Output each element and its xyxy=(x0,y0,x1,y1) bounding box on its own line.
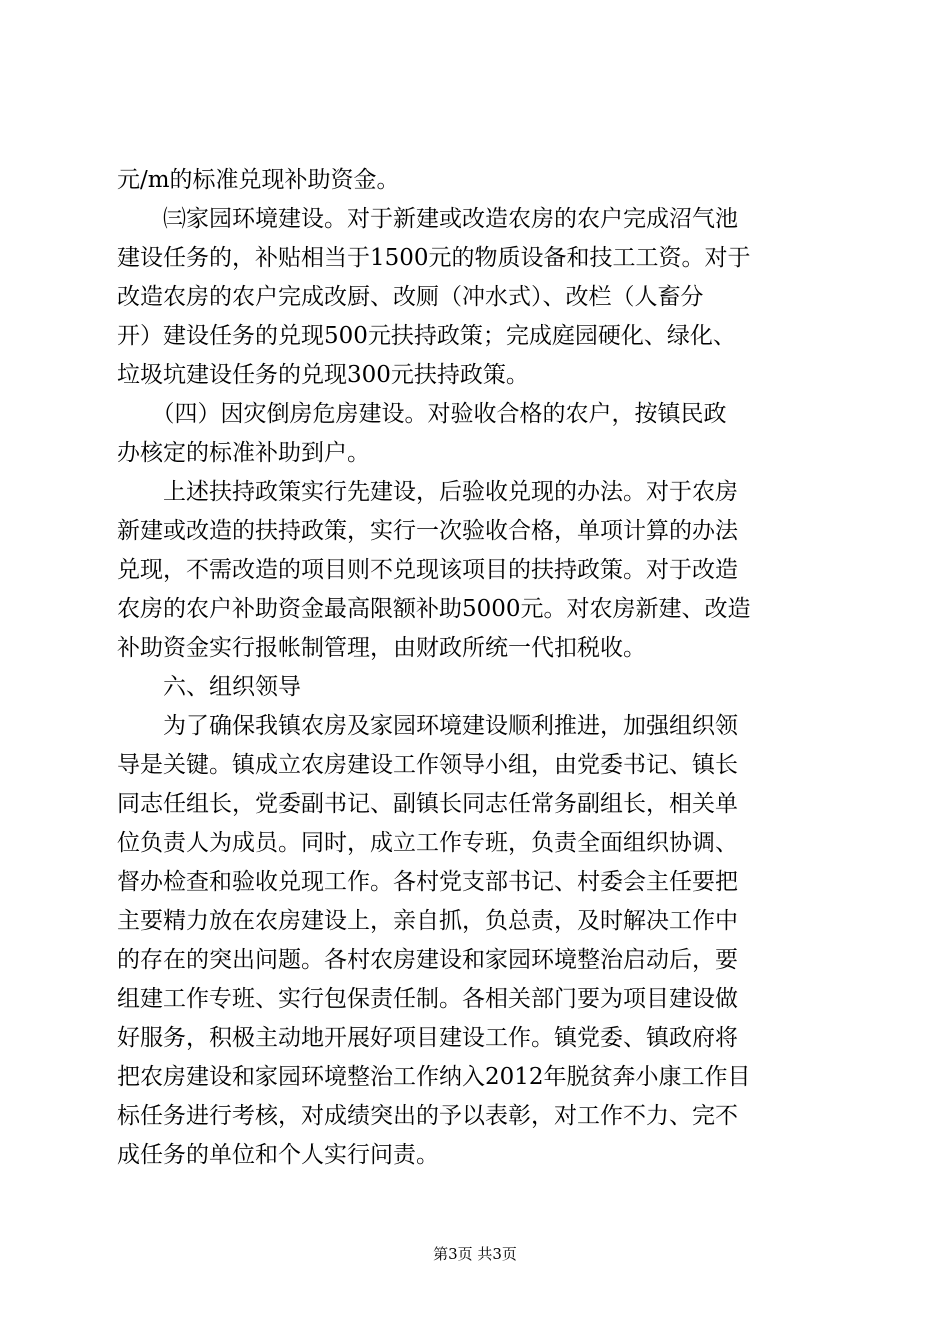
text-line: 开）建设任务的兑现500元扶持政策；完成庭园硬化、绿化、 xyxy=(117,323,736,349)
text-line: 补助资金实行报帐制管理，由财政所统一代扣税收。 xyxy=(117,635,646,661)
text-line: 垃圾坑建设任务的兑现300元扶持政策。 xyxy=(117,362,529,388)
text-line: 为了确保我镇农房及家园环境建设顺利推进，加强组织领 xyxy=(117,713,738,739)
text-line: 改造农房的农户完成改厨、改厕（冲水式）、改栏（人畜分 xyxy=(117,284,704,310)
text-line: 办核定的标准补助到户。 xyxy=(117,440,370,466)
text-line: 把农房建设和家园环境整治工作纳入2012年脱贫奔小康工作目 xyxy=(117,1064,751,1090)
text-line: 同志任组长，党委副书记、副镇长同志任常务副组长，相关单 xyxy=(117,791,738,817)
text-line: 导是关键。镇成立农房建设工作领导小组，由党委书记、镇长 xyxy=(117,752,738,778)
text-line: 督办检查和验收兑现工作。各村党支部书记、村委会主任要把 xyxy=(117,869,738,895)
text-line: 组建工作专班、实行包保责任制。各相关部门要为项目建设做 xyxy=(117,986,738,1012)
text-line: 主要精力放在农房建设上，亲自抓，负总责，及时解决工作中 xyxy=(117,908,738,934)
text-line: （四）因灾倒房危房建设。对验收合格的农户，按镇民政 xyxy=(117,401,727,427)
text-line: 元/m的标准兑现补助资金。 xyxy=(117,167,400,193)
text-line: 上述扶持政策实行先建设，后验收兑现的办法。对于农房 xyxy=(117,479,738,505)
text-line: 标任务进行考核，对成绩突出的予以表彰，对工作不力、完不 xyxy=(117,1103,738,1129)
text-line: 成任务的单位和个人实行问责。 xyxy=(117,1142,439,1168)
document-body xyxy=(117,161,837,1175)
text-line: 好服务，积极主动地开展好项目建设工作。镇党委、镇政府将 xyxy=(117,1025,738,1051)
text-line: 位负责人为成员。同时，成立工作专班，负责全面组织协调、 xyxy=(117,830,738,856)
text-line: ㈢家园环境建设。对于新建或改造农房的农户完成沼气池 xyxy=(117,206,738,232)
text-line: 兑现，不需改造的项目则不兑现该项目的扶持政策。对于改造 xyxy=(117,557,738,583)
text-line: 的存在的突出问题。各村农房建设和家园环境整治启动后，要 xyxy=(117,947,738,973)
page-number-footer: 第3页 共3页 xyxy=(433,1245,517,1263)
text-line: 农房的农户补助资金最高限额补助5000元。对农房新建、改造 xyxy=(117,596,751,622)
text-line: 新建或改造的扶持政策，实行一次验收合格，单项计算的办法 xyxy=(117,518,738,544)
text-line: 建设任务的，补贴相当于1500元的物质设备和技工工资。对于 xyxy=(117,245,751,271)
section-heading: 六、组织领导 xyxy=(117,674,301,700)
